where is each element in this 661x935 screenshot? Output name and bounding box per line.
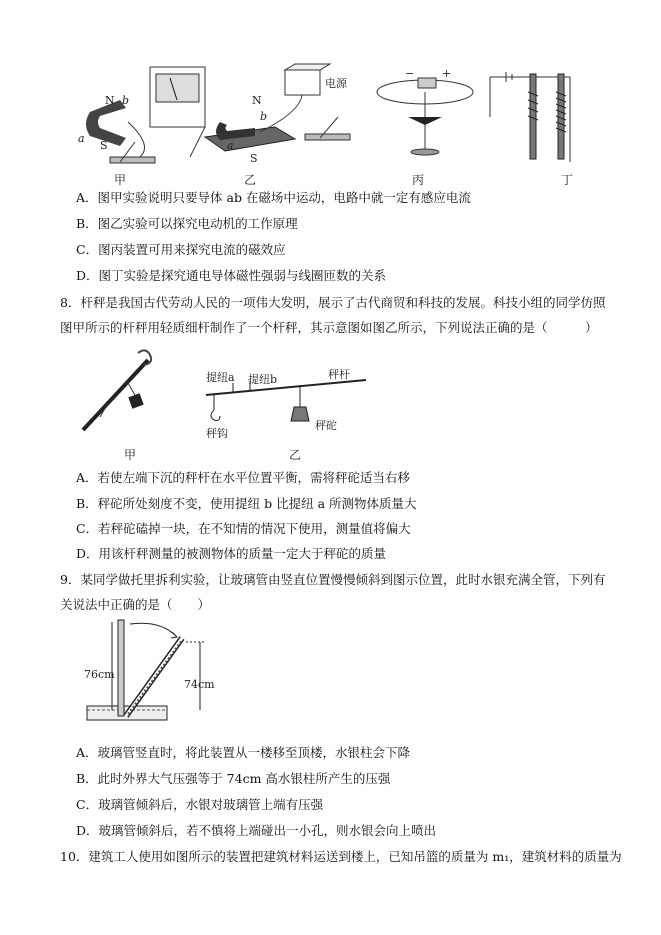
label-knob-a: 提纽a — [206, 371, 235, 384]
q7-figure-row — [70, 62, 590, 187]
label-power: 电源 — [325, 77, 347, 90]
q8-option-d: D．用该杆秤测量的被测物体的质量一定大于秤砣的质量 — [76, 546, 387, 561]
caption-jia: 甲 — [114, 173, 127, 187]
q10-stem-line1: 10．建筑工人使用如图所示的装置把建筑材料运送到楼上，已知吊篮的质量为 m₁，建筑材料的质量为 — [60, 849, 622, 864]
q7-option-a: A．图甲实验说明只要导体 ab 在磁场中运动，电路中就一定有感应电流 — [76, 190, 471, 205]
label-hook: 秤钩 — [206, 427, 228, 440]
figure-ding-apparatus — [490, 72, 570, 162]
figure-bing-apparatus — [377, 78, 473, 155]
label-b2: b — [260, 110, 268, 123]
q8-figure — [78, 345, 378, 445]
label-plus: + — [442, 67, 452, 80]
steelyard-photo — [83, 350, 151, 430]
label-76cm: 76cm — [84, 668, 115, 681]
label-S1: S — [100, 139, 108, 152]
label-knob-b: 提纽b — [248, 373, 278, 386]
label-S2: S — [250, 152, 258, 165]
q9-stem-line2: 关说法中正确的是（ ） — [60, 597, 211, 612]
label-b1: b — [122, 94, 130, 107]
q9-stem-line1: 9．某同学做托里拆利实验，让玻璃管由竖直位置慢慢倾斜到图示位置，此时水银充满全管，下列有 — [60, 572, 606, 587]
label-rod: 秤杆 — [328, 368, 350, 381]
q8-option-b: B．秤砣所处刻度不变，使用提纽 b 比提纽 a 所测物体质量大 — [76, 496, 417, 511]
q7-option-b: B．图乙实验可以探究电动机的工作原理 — [76, 216, 298, 231]
q8-option-c: C．若秤砣磕掉一块，在不知情的情况下使用，测量值将偏大 — [76, 521, 411, 536]
caption-ding: 丁 — [561, 173, 574, 187]
q9-option-c: C．玻璃管倾斜后，水银对玻璃管上端有压强 — [76, 797, 324, 812]
q9-option-d: D．玻璃管倾斜后，若不慎将上端碰出一小孔，则水银会向上喷出 — [76, 823, 437, 838]
vertical-tube — [118, 620, 124, 716]
q8-caption-jia: 甲 — [124, 448, 137, 462]
q8-stem-line2: 图甲所示的杆秤用轻质细杆制作了一个杆秤，其示意图如图乙所示，下列说法正确的是（ ） — [60, 320, 598, 335]
q7-option-d: D．图丁实验是探究通电导体磁性强弱与线圈匝数的关系 — [76, 268, 387, 283]
steelyard-diagram — [206, 380, 366, 421]
label-minus: − — [405, 67, 415, 80]
label-a1: a — [78, 132, 85, 145]
caption-yi: 乙 — [244, 173, 257, 187]
label-a2: a — [227, 139, 234, 152]
q7-option-c: C．图丙装置可用来探究电流的磁效应 — [76, 242, 286, 257]
q8-stem-line1: 8．杆秤是我国古代劳动人民的一项伟大发明，展示了古代商贸和科技的发展。科技小组的同学仿照 — [60, 295, 606, 310]
q8-caption-yi: 乙 — [289, 448, 302, 462]
caption-bing: 丙 — [412, 173, 425, 187]
q8-option-a: A．若使左端下沉的秤杆在水平位置平衡，需将秤砣适当右移 — [76, 470, 411, 485]
label-weight: 秤砣 — [315, 419, 337, 432]
q9-option-a: A．玻璃管竖直时，将此装置从一楼移至顶楼，水银柱会下降 — [76, 745, 411, 760]
q9-option-b: B．此时外界大气压强等于 74cm 高水银柱所产生的压强 — [76, 771, 391, 786]
label-74cm: 74cm — [184, 678, 215, 691]
label-N2: N — [252, 94, 262, 107]
label-N1: N — [105, 94, 115, 107]
